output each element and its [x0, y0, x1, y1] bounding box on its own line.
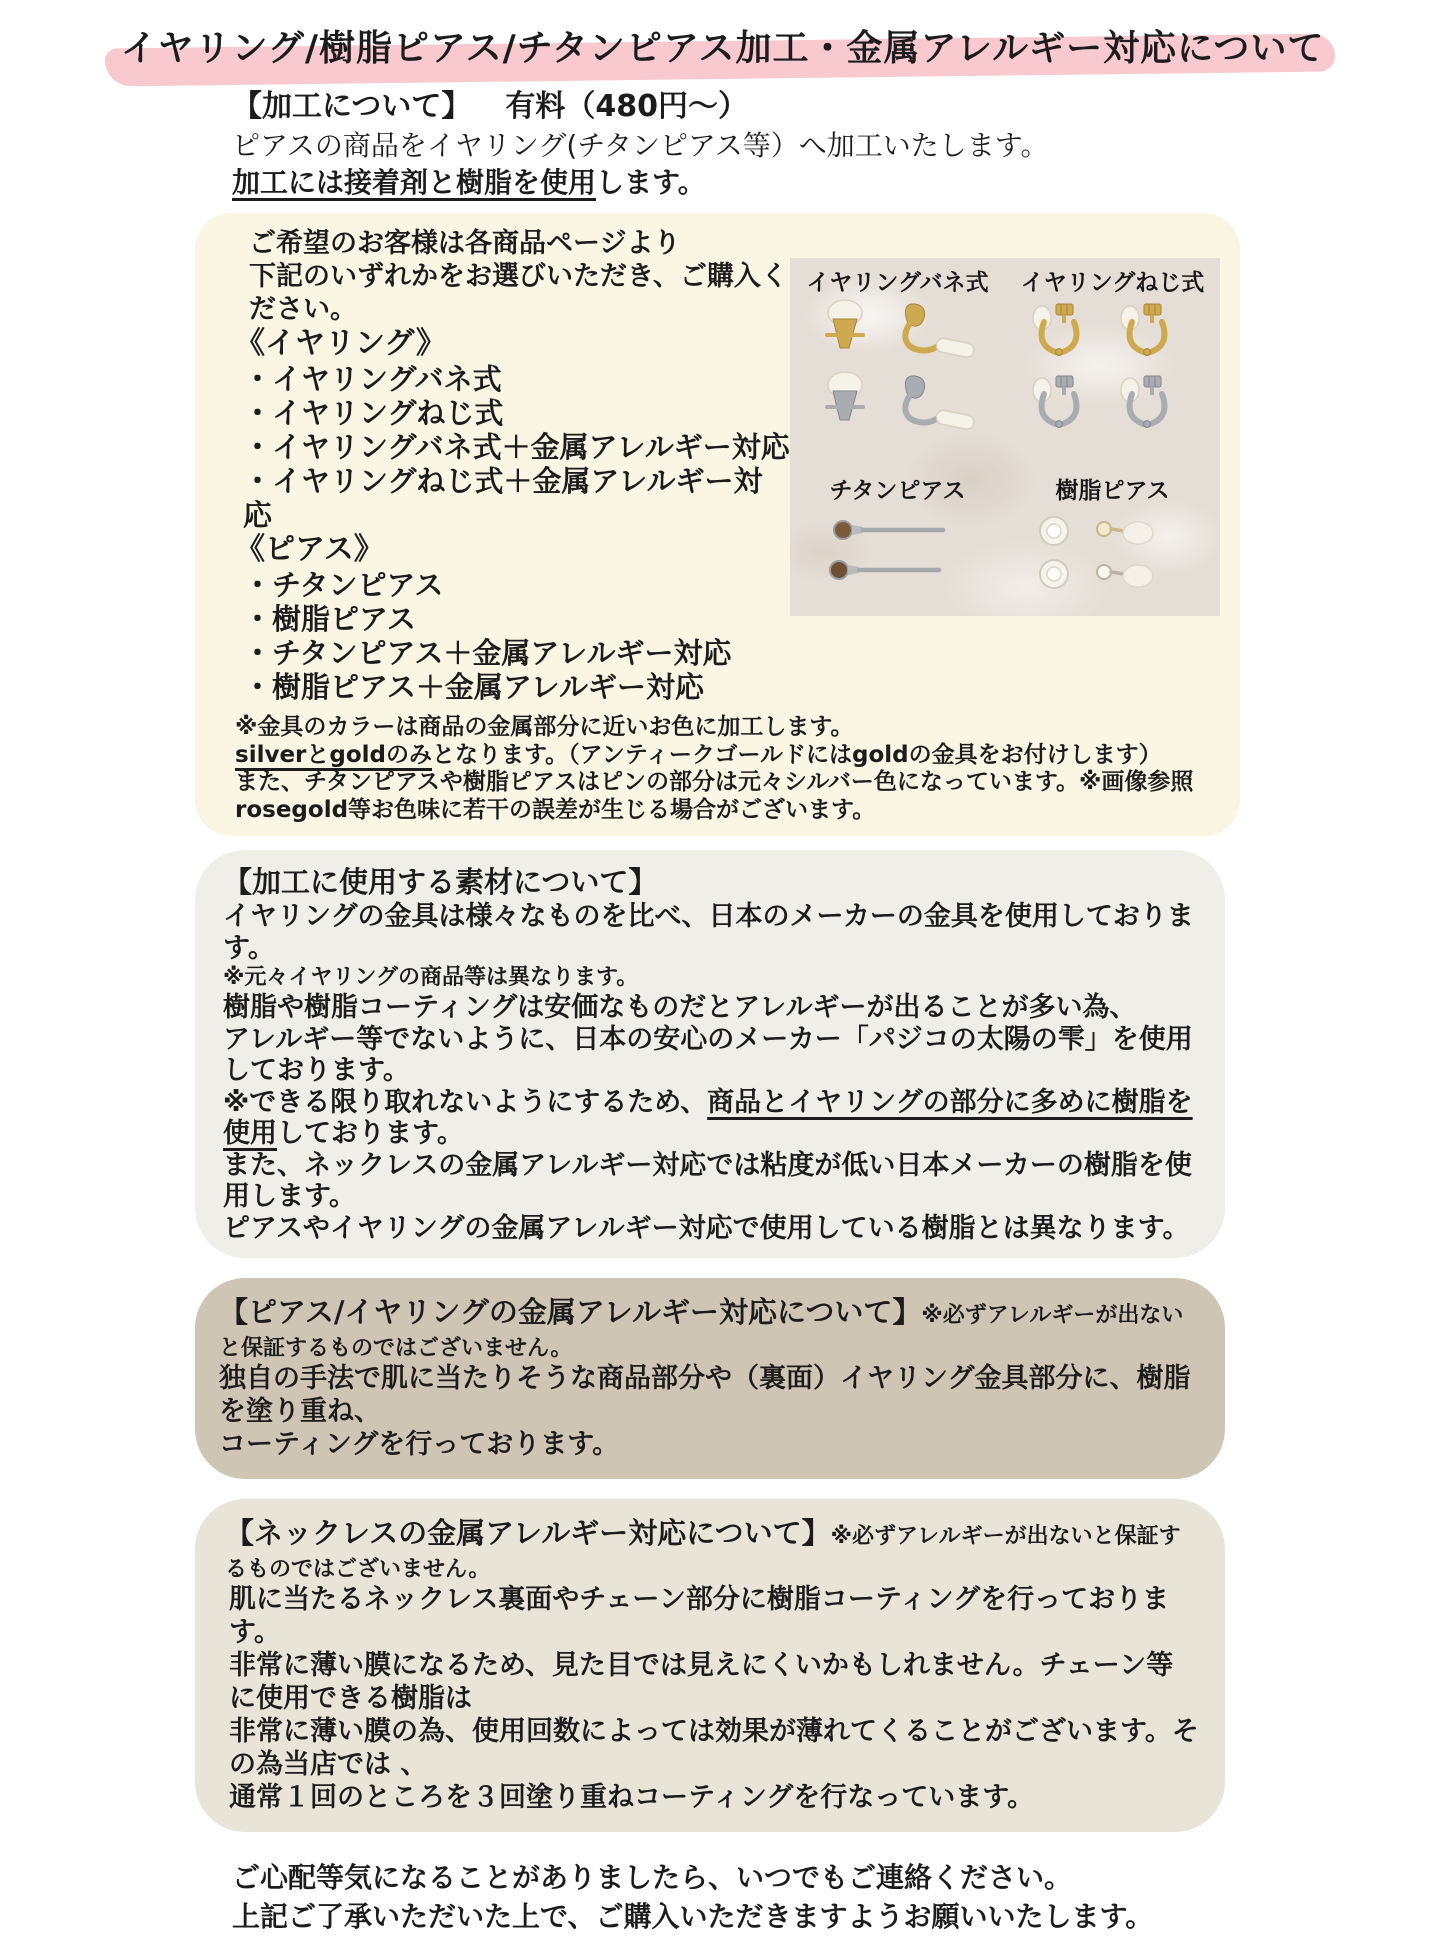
group-label-earring: 《イヤリング》 — [235, 326, 446, 361]
selection-intro-line-2: 下記のいずれかをお選びいただき、ご購入ください。 — [249, 261, 788, 325]
necklace-allergy-disclaimer: ※必ずアレルギーが出ないと保証するものではございません。 — [225, 1524, 1181, 1582]
page-title: イヤリング/樹脂ピアス/チタンピアス加工・金属アレルギー対応について — [121, 20, 1325, 71]
note-silver-gold — [235, 742, 1220, 770]
materials-info-box — [195, 850, 1225, 1258]
necklace-allergy-line-2: 非常に薄い膜になるため、見た目では見えにくいかもしれません。チェーン等に使用できる樹脂は — [229, 1650, 1174, 1714]
note-rosegold: rosegold等お色味に若干の誤差が生じる場合がございます。 — [235, 796, 876, 823]
list-item: ・チタンピアス＋金属アレルギー対応 — [243, 636, 732, 670]
list-item: ・イヤリングバネ式＋金属アレルギー対応 — [243, 430, 790, 464]
photo-label-spring: イヤリングバネ式 — [806, 270, 989, 296]
necklace-allergy-line-3: 非常に薄い膜の為、使用回数によっては効果が薄れてくることがございます。その為当店では 、 — [229, 1716, 1199, 1780]
spring-clip-earring-silver-icon — [805, 368, 991, 440]
list-item: ・イヤリングバネ式 — [243, 362, 502, 396]
list-item: ・樹脂ピアス＋金属アレルギー対応 — [243, 670, 704, 704]
necklace-allergy-heading-row — [225, 1515, 1199, 1583]
materials-line-7: ピアスやイヤリングの金属アレルギー対応で使用している樹脂とは異なります。 — [223, 1212, 1190, 1244]
selection-list-column — [235, 227, 790, 704]
processing-materials-tail: します。 — [596, 166, 706, 199]
pierce-allergy-line-1: 独自の手法で肌に当たりそうな商品部分や（裏面）イヤリング金具部分に、樹脂を塗り重ね、 — [219, 1363, 1191, 1427]
necklace-allergy-heading: 【ネックレスの金属アレルギー対応について】 — [225, 1516, 831, 1550]
footer-message — [232, 1858, 1445, 1936]
earring-hardware-photo — [790, 258, 1220, 616]
necklace-allergy-line-4: 通常１回のところを３回塗り重ねコーティングを行なっています。 — [229, 1782, 1035, 1813]
selection-columns — [235, 227, 1220, 704]
selection-options-box — [195, 213, 1240, 836]
photo-label-screw: イヤリングねじ式 — [1020, 270, 1205, 296]
materials-line-5 — [223, 1087, 1195, 1150]
photo-quadrant-titanium — [790, 458, 1005, 616]
list-item: ・樹脂ピアス — [243, 602, 416, 636]
processing-heading: 【加工について】 — [232, 89, 472, 124]
resin-post-studs-icon — [1020, 504, 1206, 596]
processing-intro-section — [232, 87, 1445, 201]
footer-line-1: ご心配等気になることがありましたら、いつでもご連絡ください。 — [232, 1861, 1073, 1894]
note-pin-color: また、チタンピアスや樹脂ピアスはピンの部分は元々シルバー色になっています。※画像参照 — [235, 769, 1194, 795]
materials-line-5-tail: しております。 — [277, 1118, 464, 1149]
processing-description: ピアスの商品をイヤリング(チタンピアス等）へ加工いたします。 — [232, 129, 1049, 162]
list-item: ・イヤリングねじ式 — [243, 396, 504, 430]
photo-label-resin: 樹脂ピアス — [1055, 478, 1170, 504]
list-item: ・イヤリングねじ式＋金属アレルギー対応 — [243, 464, 763, 532]
materials-line-1: イヤリングの金具は様々なものを比べ、日本のメーカーの金具を使用しております。 — [223, 901, 1194, 964]
pierce-allergy-line-2: コーティングを行っております。 — [219, 1429, 620, 1460]
spring-clip-earring-gold-icon — [805, 296, 991, 368]
selection-notes — [235, 714, 1220, 824]
materials-line-5-pre: ※できる限り取れないようにするため、 — [223, 1086, 708, 1118]
processing-materials-underlined: 加工には接着剤と樹脂を使用 — [232, 166, 597, 199]
processing-price: 有料（480円〜） — [505, 89, 749, 124]
materials-line-4: アレルギー等でないように、日本の安心のメーカー「パジコの太陽の雫」を使用しております。 — [223, 1023, 1193, 1086]
pierce-allergy-heading: 【ピアス/イヤリングの金属アレルギー対応について】 — [219, 1295, 922, 1329]
materials-line-3: 樹脂や樹脂コーティングは安価なものだとアレルギーが出ることが多い為、 — [223, 992, 1137, 1023]
necklace-allergy-line-1: 肌に当たるネックレス裏面やチェーン部分に樹脂コーティングを行っております。 — [229, 1584, 1170, 1648]
footer-line-2: 上記ご了承いただいた上で、ご購入いただきますようお願いいたします。 — [232, 1900, 1154, 1933]
processing-materials-note — [232, 164, 1445, 201]
pierce-allergy-disclaimer: ※必ずアレルギーが出ないと保証するものではございません。 — [219, 1303, 1184, 1361]
note-silver-gold-tail: となります。（アンティークゴールドにはgoldの金具をお付けします） — [432, 741, 1162, 768]
group-label-pierce: 《ピアス》 — [235, 532, 384, 567]
note-silver-gold-emphasis: silverとgoldのみ — [235, 741, 433, 768]
selection-intro-line-1: ご希望のお客様は各商品ページより — [249, 228, 681, 259]
note-color-matching: ※金具のカラーは商品の金属部分に近いお色に加工します。 — [235, 714, 854, 740]
materials-line-5-emphasis: 商品とイヤリングの部分に多めに樹脂を使用 — [223, 1086, 1193, 1149]
pierce-allergy-box — [195, 1278, 1225, 1479]
materials-heading: 【加工に使用する素材について】 — [223, 865, 658, 899]
processing-heading-line — [232, 87, 1445, 127]
necklace-allergy-box — [195, 1499, 1225, 1832]
list-item: ・チタンピアス — [243, 568, 444, 602]
photo-quadrant-resin — [1005, 458, 1220, 616]
pierce-allergy-heading-row — [219, 1294, 1199, 1362]
page-title-row — [0, 0, 1445, 71]
photo-label-titanium: チタンピアス — [829, 478, 966, 504]
screw-clip-earring-gold-icon — [1020, 296, 1206, 368]
titanium-post-pins-icon — [805, 504, 991, 596]
photo-quadrant-spring — [790, 258, 1005, 458]
screw-clip-earring-silver-icon — [1020, 368, 1206, 440]
materials-line-2-small: ※元々イヤリングの商品等は異なります。 — [223, 965, 639, 990]
materials-line-6: また、ネックレスの金属アレルギー対応では粘度が低い日本メーカーの樹脂を使用します。 — [223, 1149, 1192, 1212]
photo-quadrant-screw — [1005, 258, 1220, 458]
